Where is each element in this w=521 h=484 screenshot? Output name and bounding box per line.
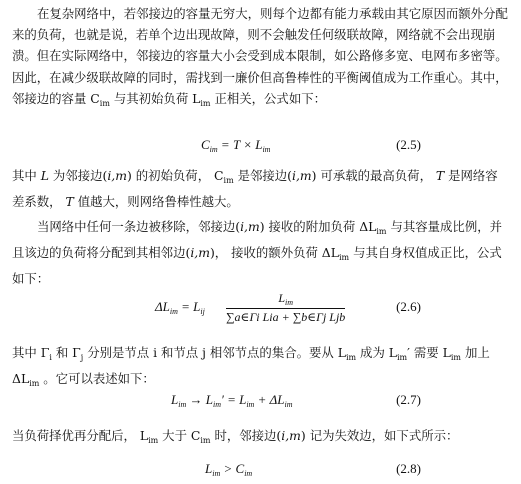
eq26-number: (2.6): [396, 299, 421, 314]
p1-sub: im: [200, 98, 211, 108]
eq26-fraction: [226, 291, 345, 325]
eq27-expression: $L_{im} \to L_{im}' = L_{im} + \Delta L_{im}$: [171, 392, 293, 409]
p1-mid: 与其初始负荷 L: [109, 90, 201, 106]
eq26-numerator: $L_{im}$: [226, 291, 345, 309]
paragraph-2: 其中 L 为邻接边(i,m) 的初始负荷， $C_{im}$ 是邻接边(i,m) 可承载的最高负荷， T 是网络容差系数， T 值越大，则网络鲁棒性越大。: [12, 168, 498, 210]
eq27-number: (2.7): [396, 392, 421, 407]
p1-sub: im: [99, 98, 110, 108]
equation-2-7: [0, 392, 521, 418]
eq26-denominator: ∑a∈Γi Lia + ∑b∈Γj Ljb: [226, 310, 346, 324]
paragraph-4: 其中 $\Gamma_i$ 和 $\Gamma_j$ 分别是节点 i 和节点 j 相邻节点的集合。要从 $L_{im}$ 成为 $L_{im}'$ 需要 $L_{im}$ 加上 $\Delta L_{im}$ 。它可以表述如下：: [12, 345, 490, 389]
paragraph-3: 当网络中任何一条边被移除，邻接边(i,m) 接收的附加负荷 $\Delta L_{im}$ 与其容量成比例，并且该边的负荷将分配到其相邻边(i,m)， 接收的额外负荷 $\Delta L_{im}$ 与其自身权值成正比，公式如下：: [12, 219, 502, 287]
eq28-expression: $L_{im} > C_{im}$: [205, 461, 253, 478]
equation-2-5: [0, 137, 521, 163]
p1-text: 在复杂网络中，若邻接边的容量无穷大，则每个边都有能力承载由其它原因而额外分配来的负荷，也就是说，若单个边出现故障，则不会触发任何级联故障，网络就不会出现崩溃。但在实际网络中，邻接边的容量大小会受到成本限制，如公路修多宽、电网布多密等。因此，在减少级联故障的同时，需找到一廉价但高鲁棒性的平衡阈值成为工作重心。其中，邻接边的容量 C: [12, 6, 508, 106]
eq28-number: (2.8): [396, 461, 421, 476]
paragraph-1: [12, 3, 509, 114]
p1-end: 正相关，公式如下：: [210, 90, 326, 106]
equation-2-8: [0, 461, 521, 483]
eq25-expression: $C_{im} = T \times L_{im}$: [201, 137, 271, 154]
equation-2-6: [0, 293, 521, 329]
eq25-number: (2.5): [396, 137, 421, 152]
eq26-lhs: $\Delta L_{im} = L_{ij}$: [155, 299, 205, 316]
paragraph-5: 当负荷择优再分配后， $L_{im}$ 大于 $C_{im}$ 时，邻接边(i,m) 记为失效边，如下式所示：: [12, 428, 459, 445]
